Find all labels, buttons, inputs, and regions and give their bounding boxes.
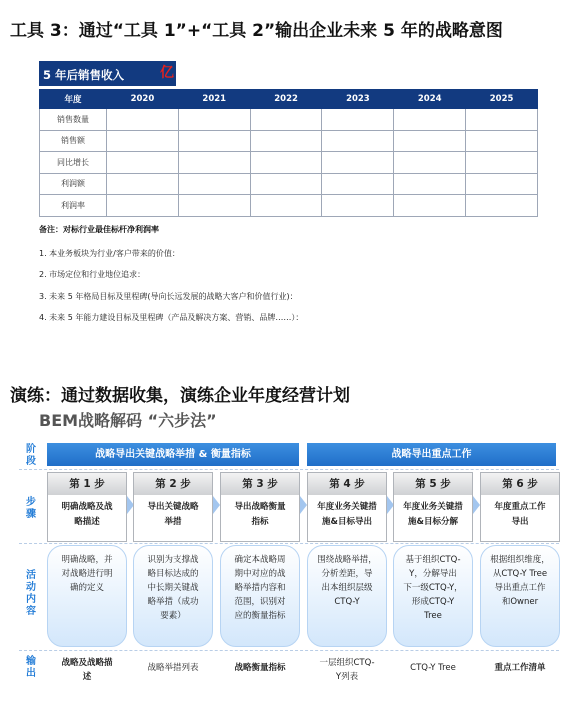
empty-cell xyxy=(466,173,538,195)
output-label: 战略举措列表 xyxy=(147,663,199,673)
empty-cell xyxy=(107,173,179,195)
row-divider xyxy=(19,469,559,470)
empty-cell xyxy=(178,152,250,174)
output-label: CTQ-Y Tree xyxy=(410,663,456,673)
step-card xyxy=(220,472,300,542)
column-header-2025: 2025 xyxy=(466,90,538,109)
activity-box: 围绕战略举措， 分析差距，导 出本组织层级 CTQ-Y xyxy=(307,545,387,647)
step-card xyxy=(393,472,473,542)
row-label-activity: 活 动 内 容 xyxy=(26,570,36,617)
row-divider xyxy=(19,650,559,651)
empty-cell xyxy=(466,152,538,174)
question-item: 1. 本业务板块为行业/客户带来的价值： xyxy=(39,249,180,258)
row-divider xyxy=(19,543,559,544)
remark-note: 备注：对标行业最佳标杆净利润率 xyxy=(39,225,159,234)
empty-cell xyxy=(394,109,466,131)
tool3-heading: 工具 3：通过“工具 1”+“工具 2”输出企业未来 5 年的战略意图 xyxy=(10,21,503,41)
bem-title: BEM战略解码 “六步法” xyxy=(39,411,217,430)
activity-box: 确定本战略周 期中对应的战 略举措内容和 范围，识别对 应的衡量指标 xyxy=(220,545,300,647)
row-label: 利润额 xyxy=(40,173,107,195)
step-arrow xyxy=(213,496,220,514)
row-label: 销售额 xyxy=(40,130,107,152)
sales-forecast-table xyxy=(39,89,538,217)
empty-cell xyxy=(466,130,538,152)
empty-cell xyxy=(250,173,322,195)
empty-cell xyxy=(322,152,394,174)
step-card xyxy=(480,472,560,542)
step-card xyxy=(47,472,127,542)
table-row xyxy=(40,173,538,195)
step-description: 明确战略及战 略描述 xyxy=(61,502,113,527)
empty-cell xyxy=(250,152,322,174)
empty-cell xyxy=(107,152,179,174)
output-label: 一层组织CTQ- Y列表 xyxy=(319,658,375,682)
empty-cell xyxy=(178,130,250,152)
step-arrow xyxy=(300,496,307,514)
empty-cell xyxy=(394,130,466,152)
phase-band-key-work: 战略导出重点工作 xyxy=(307,443,556,466)
output-label: 战略衡量指标 xyxy=(234,663,286,673)
phase-band-strategy: 战略导出关键战略举措 & 衡量指标 xyxy=(47,443,299,466)
output-label: 重点工作清单 xyxy=(494,663,546,673)
step-card xyxy=(307,472,387,542)
table-row xyxy=(40,195,538,217)
activity-box: 明确战略，并 对战略进行明 确的定义 xyxy=(47,545,127,647)
empty-cell xyxy=(250,195,322,217)
step-head: 第 6 步 xyxy=(481,473,559,495)
column-header-2020: 2020 xyxy=(107,90,179,109)
empty-cell xyxy=(178,195,250,217)
table-row xyxy=(40,109,538,131)
row-label: 同比增长 xyxy=(40,152,107,174)
activity-box: 基于组织CTQ- Y，分解导出 下一级CTQ-Y， 形成CTQ-Y Tree xyxy=(393,545,473,647)
empty-cell xyxy=(322,109,394,131)
row-label-output: 输 出 xyxy=(26,656,36,679)
activity-box: 根据组织维度， 从CTQ-Y Tree 导出重点工作 和Owner xyxy=(480,545,560,647)
empty-cell xyxy=(322,173,394,195)
step-description: 导出关键战略 举措 xyxy=(147,502,199,527)
column-header-year: 年度 xyxy=(40,90,107,109)
empty-cell xyxy=(107,109,179,131)
activity-box: 识别为支撑战 略目标达成的 中长期关键战 略举措（成功 要素） xyxy=(133,545,213,647)
row-label-step: 步 骤 xyxy=(26,497,36,520)
output-label: 战略及战略描 述 xyxy=(61,658,113,682)
step-description: 年度重点工作 导出 xyxy=(494,502,546,527)
step-arrow xyxy=(473,496,480,514)
empty-cell xyxy=(250,109,322,131)
table-row xyxy=(40,130,538,152)
practice-heading: 演练：通过数据收集，演练企业年度经营计划 xyxy=(10,386,350,406)
step-description: 年度业务关键措 施&目标分解 xyxy=(403,502,463,527)
step-head: 第 3 步 xyxy=(221,473,299,495)
column-header-2024: 2024 xyxy=(394,90,466,109)
column-header-2021: 2021 xyxy=(178,90,250,109)
step-description: 导出战略衡量 指标 xyxy=(234,502,286,527)
empty-cell xyxy=(394,195,466,217)
step-head: 第 1 步 xyxy=(48,473,126,495)
table-row xyxy=(40,152,538,174)
empty-cell xyxy=(178,109,250,131)
empty-cell xyxy=(178,173,250,195)
question-item: 3. 未来 5 年格局目标及里程碑(导向长远发展的战略大客户和价值行业)： xyxy=(39,292,298,301)
row-label: 利润率 xyxy=(40,195,107,217)
step-head: 第 5 步 xyxy=(394,473,472,495)
empty-cell xyxy=(466,109,538,131)
step-description: 年度业务关键措 施&目标导出 xyxy=(317,502,377,527)
step-head: 第 4 步 xyxy=(308,473,386,495)
empty-cell xyxy=(322,130,394,152)
empty-cell xyxy=(250,130,322,152)
question-item: 4. 未来 5 年能力建设目标及里程碑（产品及解决方案、营销、品牌……）： xyxy=(39,313,304,322)
table-header-row xyxy=(40,90,538,109)
question-item: 2. 市场定位和行业地位追求： xyxy=(39,270,146,279)
empty-cell xyxy=(394,173,466,195)
empty-cell xyxy=(394,152,466,174)
empty-cell xyxy=(107,195,179,217)
unit-mark: 亿 xyxy=(160,65,174,81)
column-header-2022: 2022 xyxy=(250,90,322,109)
empty-cell xyxy=(466,195,538,217)
step-card xyxy=(133,472,213,542)
step-head: 第 2 步 xyxy=(134,473,212,495)
row-label-stage: 阶 段 xyxy=(26,444,36,467)
sales-table-title: 5 年后销售收入 xyxy=(39,61,176,86)
empty-cell xyxy=(322,195,394,217)
column-header-2023: 2023 xyxy=(322,90,394,109)
empty-cell xyxy=(107,130,179,152)
row-label: 销售数量 xyxy=(40,109,107,131)
